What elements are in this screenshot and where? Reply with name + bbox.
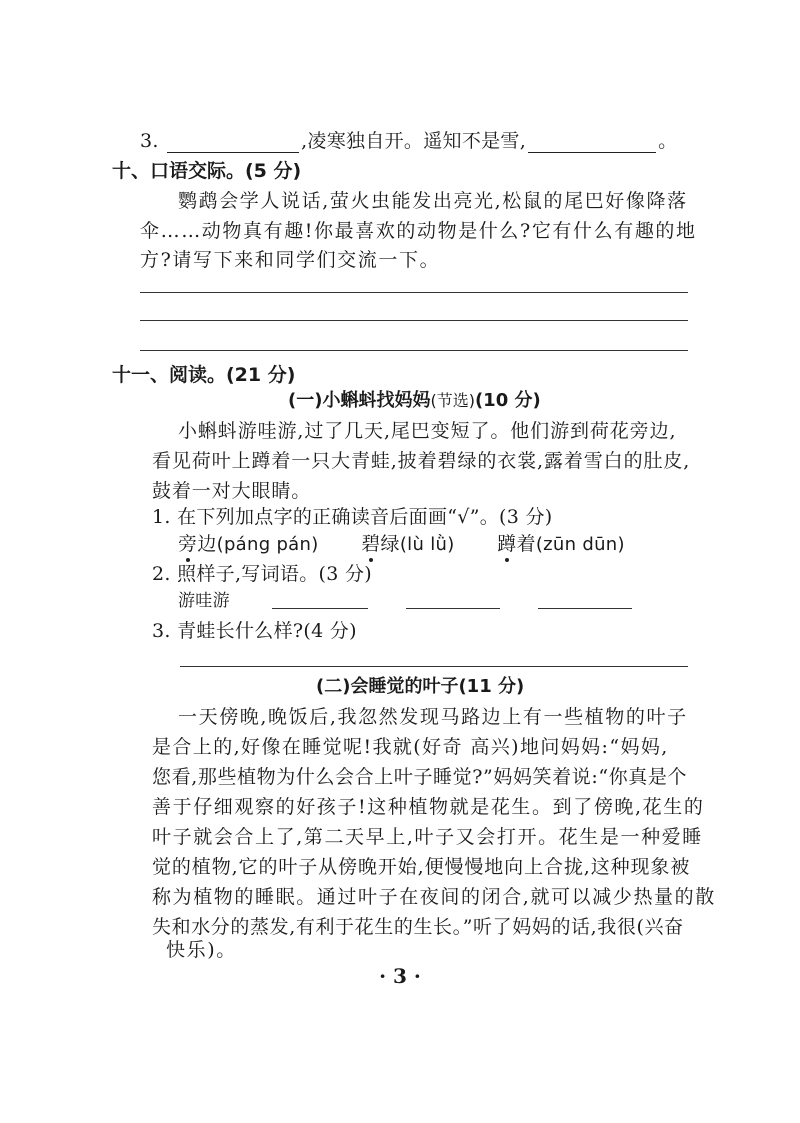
part2-passage-line: 您看,那些植物为什么会合上叶子睡觉?”妈妈笑着说:“你真是个 (152, 766, 688, 788)
answer-line[interactable] (140, 320, 688, 321)
q1-item-rest: 边 (197, 533, 217, 555)
page-number: · 3 · (379, 964, 421, 988)
q3-answer-line[interactable] (180, 666, 688, 667)
q2-blank[interactable] (538, 608, 632, 609)
q2-example: 游哇游 (178, 591, 230, 611)
q3-text: 3. 青蛙长什么样?(4 分) (152, 620, 357, 642)
part2-passage-line: 觉的植物,它的叶子从傍晚开始,便慢慢地向上合拢,这种现象被 (152, 856, 691, 878)
oral-line: 鹦鹉会学人说话,萤火虫能发出亮光,松鼠的尾巴好像降落 (178, 190, 688, 212)
part2-score: (11 分) (458, 676, 525, 697)
part2-passage-line: 一天傍晚,晚饭后,我忽然发现马路边上有一些植物的叶子 (178, 706, 688, 728)
q1-item-rest: 绿 (380, 533, 400, 555)
poem-end: 。 (658, 130, 678, 152)
reading-heading: 十一、阅读。(21 分) (112, 364, 296, 386)
poem-blank-2[interactable] (528, 151, 656, 153)
q2-blank[interactable] (406, 608, 500, 609)
part2-passage-line: 称为植物的睡眠。通过叶子在夜间的闭合,就可以减少热量的散 (152, 886, 716, 908)
part2-title-line (316, 676, 524, 698)
answer-line[interactable] (140, 292, 688, 293)
q2-blank[interactable] (272, 608, 368, 609)
answer-line[interactable] (140, 350, 688, 351)
part1-title: (一)小蝌蚪找妈妈 (288, 390, 431, 411)
part2-passage-line: 叶子就会合上了,第二天早上,叶子又会打开。花生是一种爱睡 (152, 826, 703, 848)
oral-heading: 十、口语交际。(5 分) (112, 160, 302, 182)
part2-passage-line: 善于仔细观察的好孩子!这种植物就是花生。到了傍晚,花生的 (152, 796, 705, 818)
part2-passage-line: 快乐)。 (166, 939, 237, 961)
poem-question (140, 130, 677, 153)
dotted-char: 旁 (178, 533, 198, 555)
oral-line: 方?请写下来和同学们交流一下。 (140, 249, 441, 271)
part1-passage-line: 看见荷叶上蹲着一只大青蛙,披着碧绿的衣裳,露着雪白的肚皮, (152, 450, 691, 472)
part2-passage-line: 是合上的,好像在睡觉呢!我就(好奇 高兴)地问妈妈:“妈妈, (152, 736, 669, 758)
part1-score: (10 分) (474, 390, 541, 411)
oral-line: 伞……动物真有趣!你最喜欢的动物是什么?它有什么有趣的地 (140, 220, 697, 242)
poem-number: 3. (140, 130, 159, 152)
part1-note: (节选) (430, 391, 475, 410)
q2-text: 2. 照样子,写词语。(3 分) (152, 563, 372, 585)
q1-item (497, 533, 625, 555)
dotted-char: 碧 (361, 533, 381, 555)
q1-item (178, 533, 319, 555)
part1-passage-line: 小蝌蚪游哇游,过了几天,尾巴变短了。他们游到荷花旁边, (178, 420, 677, 442)
q1-item-rest: 着 (516, 533, 536, 555)
part2-title: (二)会睡觉的叶子 (316, 676, 459, 697)
q1-text: 1. 在下列加点字的正确读音后面画“√”。(3 分) (152, 506, 553, 528)
q1-items (178, 533, 625, 556)
dotted-char: 蹲 (497, 533, 517, 555)
part1-title-line (288, 390, 541, 412)
q1-pinyin[interactable]: (páng pán) (216, 534, 319, 555)
q1-pinyin[interactable]: (lù lǜ) (399, 534, 455, 555)
q1-pinyin[interactable]: (zūn dūn) (535, 534, 625, 555)
q1-item (361, 533, 454, 555)
poem-mid-text: ,凌寒独自开。遥知不是雪, (301, 130, 527, 152)
poem-blank-1[interactable] (167, 151, 299, 153)
part2-passage-line: 失和水分的蒸发,有利于花生的生长。”听了妈妈的话,我很(兴奋 (152, 916, 684, 938)
part1-passage-line: 鼓着一对大眼睛。 (152, 480, 312, 502)
